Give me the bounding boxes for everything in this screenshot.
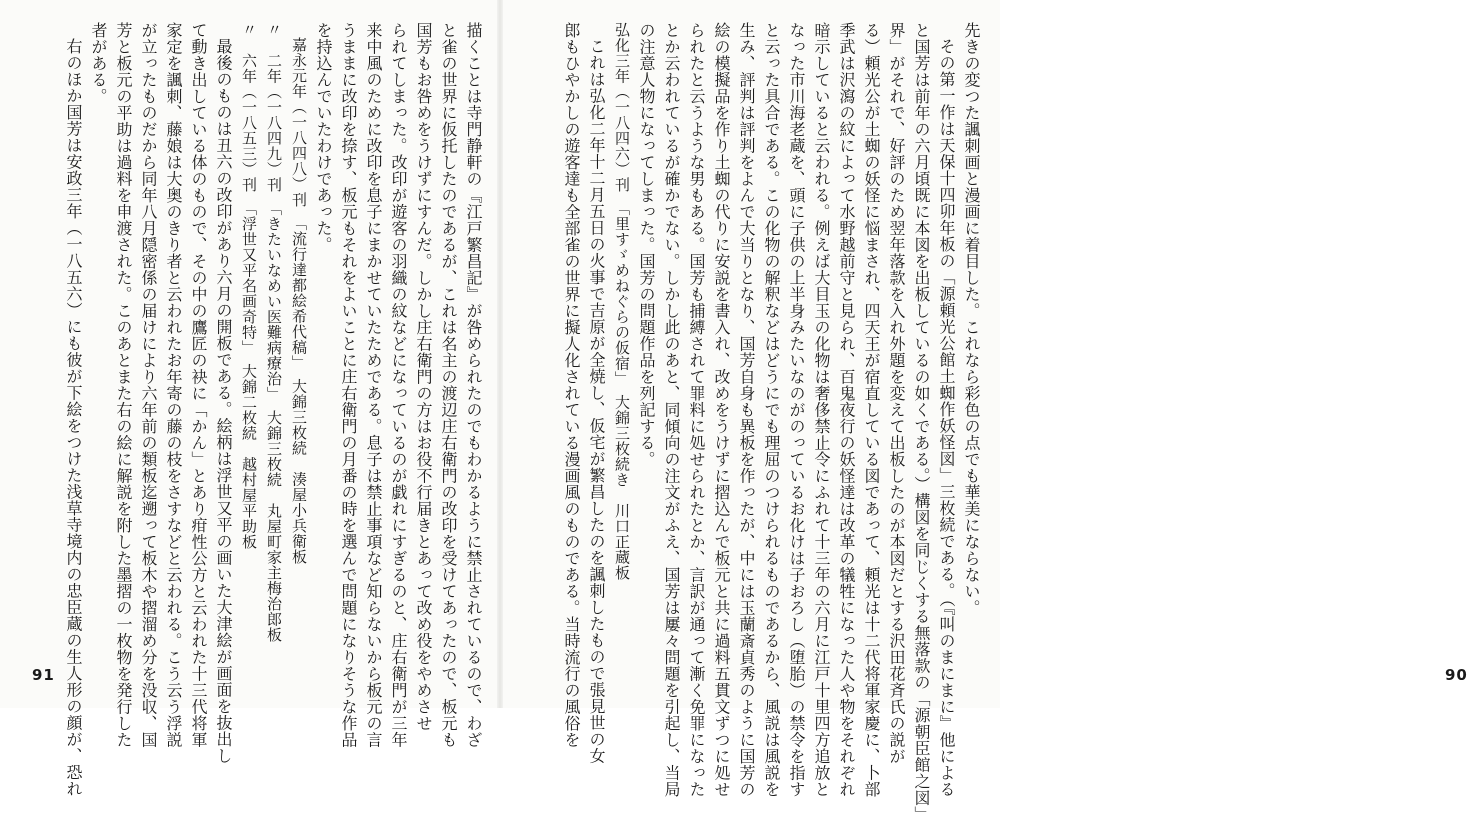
text-line: を持込んでいたわけであった。 xyxy=(314,22,333,253)
text-line: 者がある。 xyxy=(89,22,108,105)
text-line: と国芳は前年の六月頃既に本図を出板しているの如くである。）構図を同じくする無落款の「源朝臣館之図」 xyxy=(912,22,931,823)
text-line: その第一作は天保十四卯年板の「源頼光公館土蜘作妖怪図」三枚続である。（『叫のまにまに』他による xyxy=(937,38,956,798)
text-line: が立ったものだから同年八月隠密係の届けにより六年前の類板迄遡って板木や摺溜め分を没収、国 xyxy=(139,22,158,748)
text-line: 生み、評判は評判をよんで大当りとなり、国芳自身も異板を作ったが、中には玉蘭斎貞秀のように国芳の xyxy=(737,22,756,798)
text-line: 芳と板元の平助は過料を申渡された。このあとまた右の絵に解説を附した墨摺の一枚物を発行した xyxy=(114,22,133,748)
text-line: とか云われているが確かでない。しかし此のあと、同傾向の注文がふえ、国芳は屢々問題を引起し、当局 xyxy=(662,22,681,798)
text-line: 暗示していると云われる。例えば大目玉の化物は奢侈禁止令にふれて十三年の六月に江戸十里四方追放と xyxy=(812,22,831,798)
text-line: これは弘化二年十二月五日の火事で吉原が全焼し、仮宅が繁昌したのを諷刺したもので張見世の女 xyxy=(587,38,606,764)
text-line: 絵の模擬品を作り土蜘の代りに安説を書入れ、改めをうけずに摺込んで板元と共に過料五貫文ずつに処せ xyxy=(712,22,731,798)
text-line: 先きの変つた諷刺画と漫画に着目した。これなら彩色の点でも華美にならない。 xyxy=(962,22,981,616)
right-page-text xyxy=(516,22,984,823)
text-line: 描くことは寺門静軒の『江戸繁昌記』が咎められたのでもわかるように禁止されているので、わざ xyxy=(464,22,483,748)
left-page xyxy=(0,0,500,797)
text-line: の注意人物になってしまった。国芳の問題作品を列記する。 xyxy=(637,22,656,468)
text-line: て動き出している体のもので、その中の鷹匠の袂に「かん」とあり疳性公方と云われた十三代将軍 xyxy=(189,22,208,748)
text-line: 国芳もお咎めをうけずにすんだ。しかし庄右衛門の方はお役不行届きとあって改め役をやめさせ xyxy=(414,22,433,732)
text-line: 来中風のために改印を息子にまかせていたためである。息子は禁止事項など知らないから板元の言 xyxy=(364,22,383,748)
text-line: なった市川海老蔵を、頭に子供の上半身みたいなのがのっているお化けは子おろし（堕胎）の禁令を指す xyxy=(787,22,806,798)
text-line: 家定を諷刺、藤娘は大奥のきり者と云われたお年寄の藤の枝をさすなどと云われる。こう云う浮説 xyxy=(164,22,183,748)
text-line: 季武は沢瀉の紋によって水野越前守と見られ、百鬼夜行の妖怪達は改革の犠牲になった人や物をそれぞれ xyxy=(837,22,856,798)
bibliography-line: 嘉永元年（一八四八）刊 「流行達都絵希代稿」 大錦三枚続 湊屋小兵衛板 xyxy=(290,37,308,565)
page-number: 90 xyxy=(1445,666,1468,684)
bibliography-line: 〃 六年（一八五三）刊 「浮世又平名画奇特」 大錦二枚続 越村屋平助板 xyxy=(240,22,258,550)
bibliography-line: 〃 二年（一八四九）刊 「きたいなめい医難病療治」 大錦三枚続 丸屋町家主梅治郎板 xyxy=(265,22,283,643)
text-line: うままに改印を捺す、板元もそれをよいことに庄右衛門の月番の時を選んで問題になりそうな作品 xyxy=(339,22,358,748)
text-line: 最後のものは丑六の改印があり六月の開板である。絵柄は浮世又平の画いた大津絵が画面を抜出し xyxy=(214,38,233,764)
text-line: と雀の世界に仮托したのであるが、これは名主の渡辺庄右衛門の改印を受けてあったので、板元も xyxy=(439,22,458,748)
bibliography-line: 弘化三年（一八四六）刊 「里すゞめねぐらの仮宿」 大錦三枚続き 川口正蔵板 xyxy=(613,22,631,581)
text-line: られてしまった。改印が遊客の羽織の紋などになっているのが戯れにすぎるのと、庄右衛門が三年 xyxy=(389,22,408,748)
text-line: と云った具合である。この化物の解釈などはどうにでも理屈のつけられるものであるから、風説は風説を xyxy=(762,22,781,798)
page-number: 91 xyxy=(32,666,55,684)
text-line: 右のほか国芳は安政三年（一八五六）にも彼が下絵をつけた浅草寺境内の忠臣蔵の生人形の顔が、恐れ xyxy=(64,38,83,797)
text-line: られたと云うような男もある。国芳も捕縛されて罪料に処せられたとか、言訳が通って漸く免罪になった xyxy=(687,22,706,798)
text-line: 郎もひやかしの遊客達も全部雀の世界に擬人化されている漫画風のものである。当時流行の風俗を xyxy=(562,22,581,748)
text-line: 界」がそれで、好評のため翌年落款を入れ外題を変えて出板したのが本図だとする沢田花斉氏の説が xyxy=(887,22,906,765)
text-line: る）頼光公が土蜘の妖怪に悩まされ、四天王が宿直している図であって、頼光は十二代将軍家慶に、卜部 xyxy=(862,22,881,798)
